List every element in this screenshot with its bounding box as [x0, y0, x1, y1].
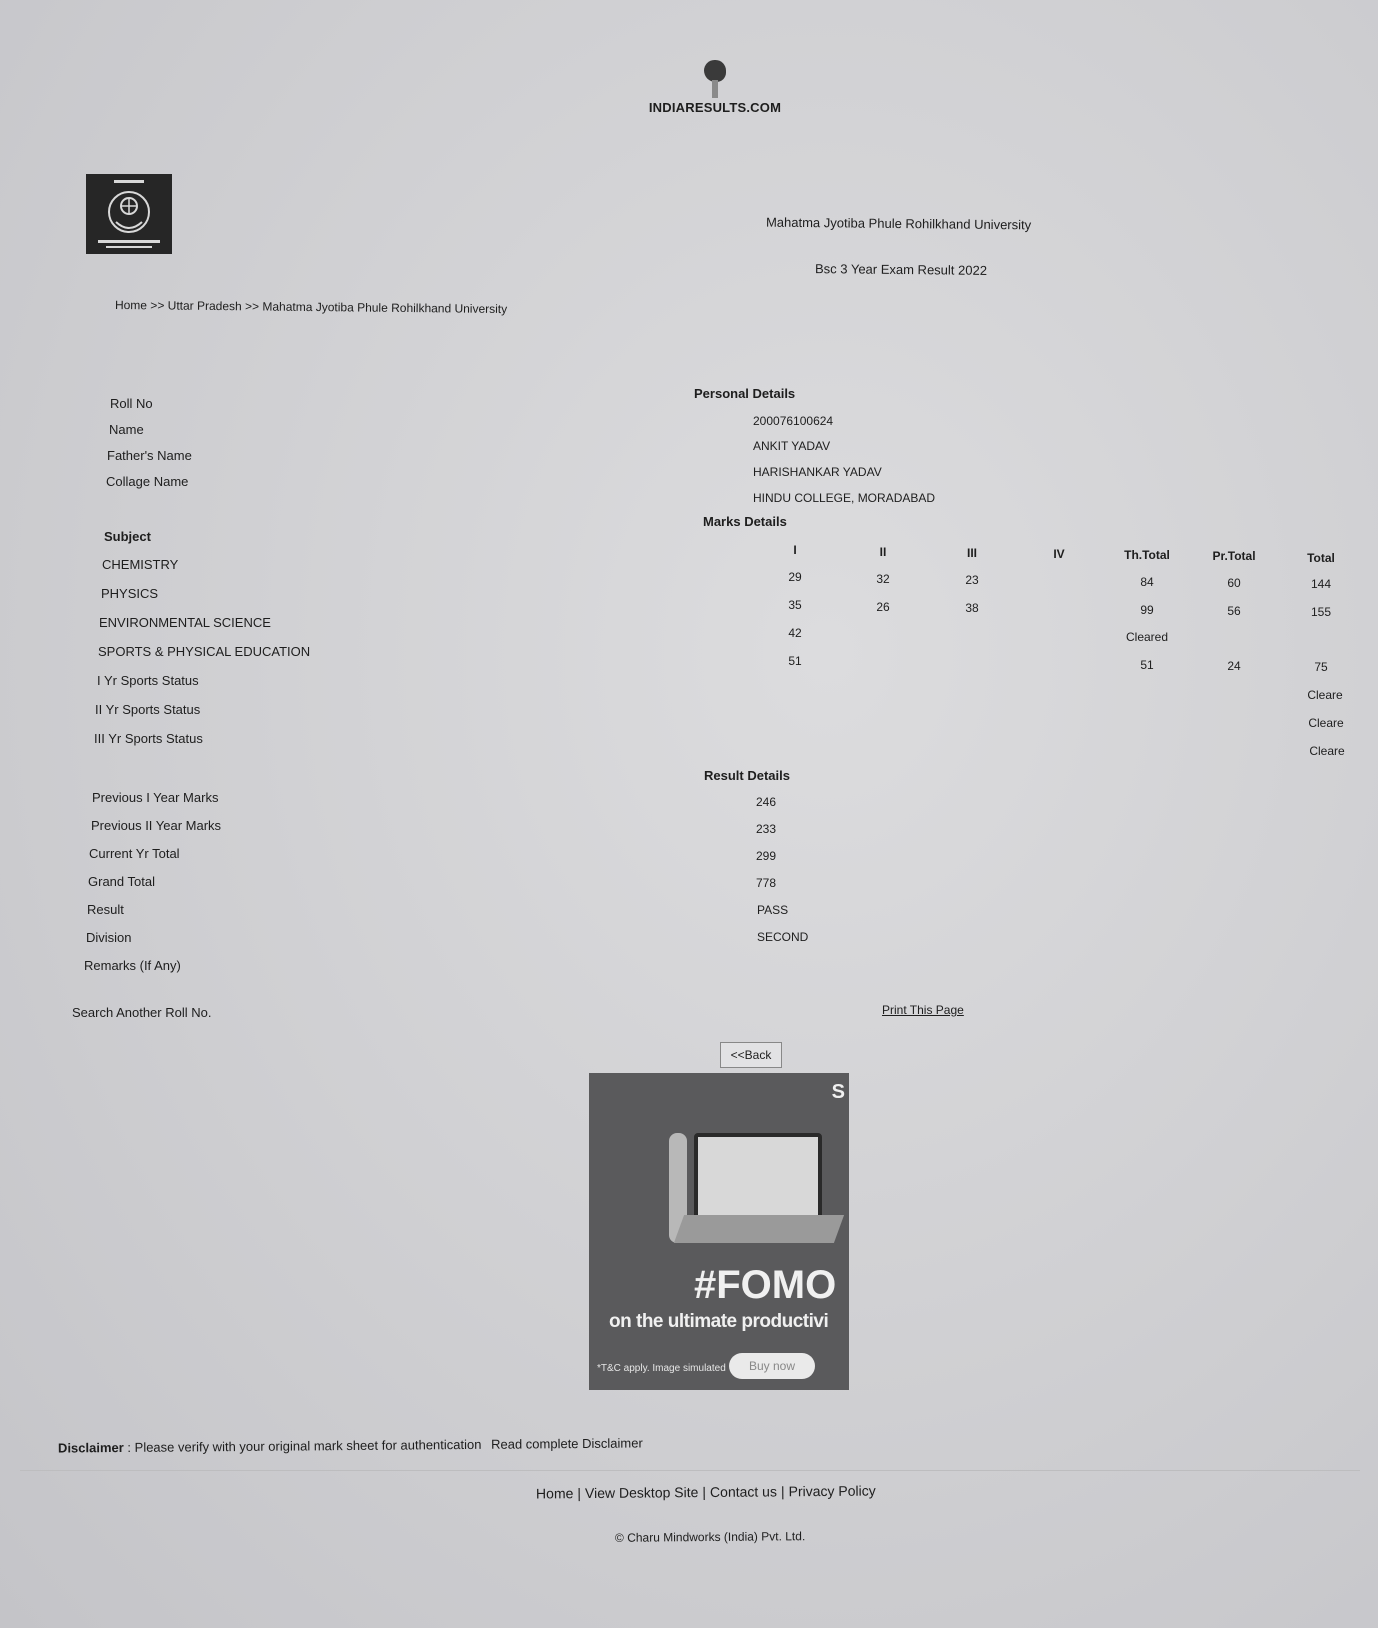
copyright: © Charu Mindworks (India) Pvt. Ltd. [614, 1529, 806, 1545]
ad-corner-text: S [831, 1081, 845, 1103]
mark-cell: 24 [1227, 659, 1241, 673]
college-name-label: Collage Name [106, 474, 189, 489]
site-logo-icon [704, 60, 726, 82]
mark-cell: 35 [788, 598, 802, 612]
division-label: Division [86, 930, 132, 945]
mark-cell: 60 [1227, 576, 1241, 590]
division-value: SECOND [757, 930, 809, 944]
footer-home-link[interactable]: Home [535, 1485, 574, 1502]
site-logo[interactable] [640, 60, 790, 115]
col-header-iii: III [966, 546, 977, 560]
footer-desktop-link[interactable]: View Desktop Site [584, 1484, 699, 1502]
mark-cell: 51 [788, 654, 802, 668]
subject-label: CHEMISTRY [102, 557, 179, 572]
footer-privacy-link[interactable]: Privacy Policy [788, 1482, 876, 1500]
subject-label: ENVIRONMENTAL SCIENCE [99, 615, 271, 630]
mark-cell: 32 [876, 572, 890, 586]
university-title: Mahatma Jyotiba Phule Rohilkhand University [765, 214, 1032, 233]
mark-cell: 84 [1140, 575, 1154, 589]
mark-cell: 38 [965, 601, 979, 615]
disclaimer-label: Disclaimer [57, 1439, 124, 1456]
result-label: Result [87, 902, 124, 917]
advertisement-banner[interactable] [589, 1073, 849, 1390]
sports-status-cell: Cleare [1309, 744, 1345, 758]
col-header-th-total: Th.Total [1124, 548, 1170, 562]
remarks-label: Remarks (If Any) [84, 958, 181, 973]
col-header-iv: IV [1053, 547, 1065, 561]
result-details-heading: Result Details [704, 768, 790, 783]
name-label: Name [109, 422, 144, 437]
subject-label: II Yr Sports Status [95, 702, 201, 717]
col-header-pr-total: Pr.Total [1212, 549, 1256, 563]
university-seal-icon [86, 174, 172, 254]
mark-cell: Cleared [1125, 630, 1169, 644]
mark-cell: 56 [1227, 604, 1241, 618]
mark-cell: 42 [788, 626, 802, 640]
exam-title: Bsc 3 Year Exam Result 2022 [814, 261, 988, 278]
mark-cell: 99 [1140, 603, 1154, 617]
col-header-ii: II [879, 545, 887, 559]
mark-cell: 23 [965, 573, 979, 587]
subject-label: III Yr Sports Status [94, 731, 203, 746]
back-button[interactable]: <<Back [720, 1042, 782, 1068]
ad-headline: #FOMO [694, 1263, 837, 1307]
grand-total-value: 778 [756, 876, 777, 890]
laptop-icon [694, 1133, 822, 1221]
mark-cell: 29 [788, 570, 802, 584]
prev-i-year-label: Previous I Year Marks [92, 790, 219, 805]
sports-status-cell: Cleare [1307, 688, 1343, 702]
marks-details-heading: Marks Details [703, 514, 787, 529]
mark-cell: 26 [876, 600, 890, 614]
subject-header: Subject [104, 529, 151, 544]
subject-label: PHYSICS [101, 586, 159, 601]
personal-details-heading: Personal Details [694, 386, 796, 401]
footer-links: Home | View Desktop Site | Contact us | Privacy Policy [535, 1482, 876, 1502]
current-yr-total-value: 299 [756, 849, 777, 863]
footer-divider [20, 1470, 1360, 1471]
father-name-label: Father's Name [107, 448, 192, 463]
father-name-value: HARISHANKAR YADAV [753, 465, 882, 479]
mark-cell: 144 [1310, 577, 1332, 591]
print-page-link[interactable]: Print This Page [882, 1003, 964, 1017]
sports-status-cell: Cleare [1308, 716, 1344, 730]
prev-i-year-value: 246 [756, 795, 777, 809]
mark-cell: 75 [1314, 660, 1328, 674]
mark-cell: 155 [1310, 605, 1332, 619]
disclaimer-text: : Please verify with your original mark sheet for authentication [123, 1436, 482, 1455]
col-header-i: I [793, 543, 797, 557]
footer-contact-link[interactable]: Contact us [709, 1483, 778, 1500]
disclaimer [58, 1435, 643, 1455]
buy-now-button[interactable]: Buy now [729, 1353, 815, 1379]
name-value: ANKIT YADAV [753, 439, 831, 453]
prev-ii-year-value: 233 [756, 822, 777, 836]
ad-terms: *T&C apply. Image simulated [597, 1363, 726, 1374]
laptop-base-icon [674, 1215, 844, 1243]
ad-tagline: on the ultimate productivi [609, 1311, 829, 1332]
read-disclaimer-link[interactable]: Read complete Disclaimer [490, 1435, 643, 1452]
breadcrumb[interactable]: Home >> Uttar Pradesh >> Mahatma Jyotiba Phule Rohilkhand University [114, 297, 508, 317]
roll-no-value: 200076100624 [753, 414, 834, 428]
prev-ii-year-label: Previous II Year Marks [91, 818, 222, 833]
current-yr-total-label: Current Yr Total [89, 846, 180, 861]
subject-label: I Yr Sports Status [97, 673, 199, 688]
site-name: INDIARESULTS.COM [648, 100, 782, 115]
search-another-link[interactable]: Search Another Roll No. [72, 1005, 212, 1020]
col-header-total: Total [1307, 551, 1335, 565]
grand-total-label: Grand Total [88, 874, 155, 889]
roll-no-label: Roll No [110, 396, 153, 411]
subject-label: SPORTS & PHYSICAL EDUCATION [98, 644, 311, 659]
mark-cell: 51 [1140, 658, 1154, 672]
site-logo-stem [712, 80, 718, 98]
college-name-value: HINDU COLLEGE, MORADABAD [753, 491, 936, 505]
result-value: PASS [757, 903, 789, 917]
